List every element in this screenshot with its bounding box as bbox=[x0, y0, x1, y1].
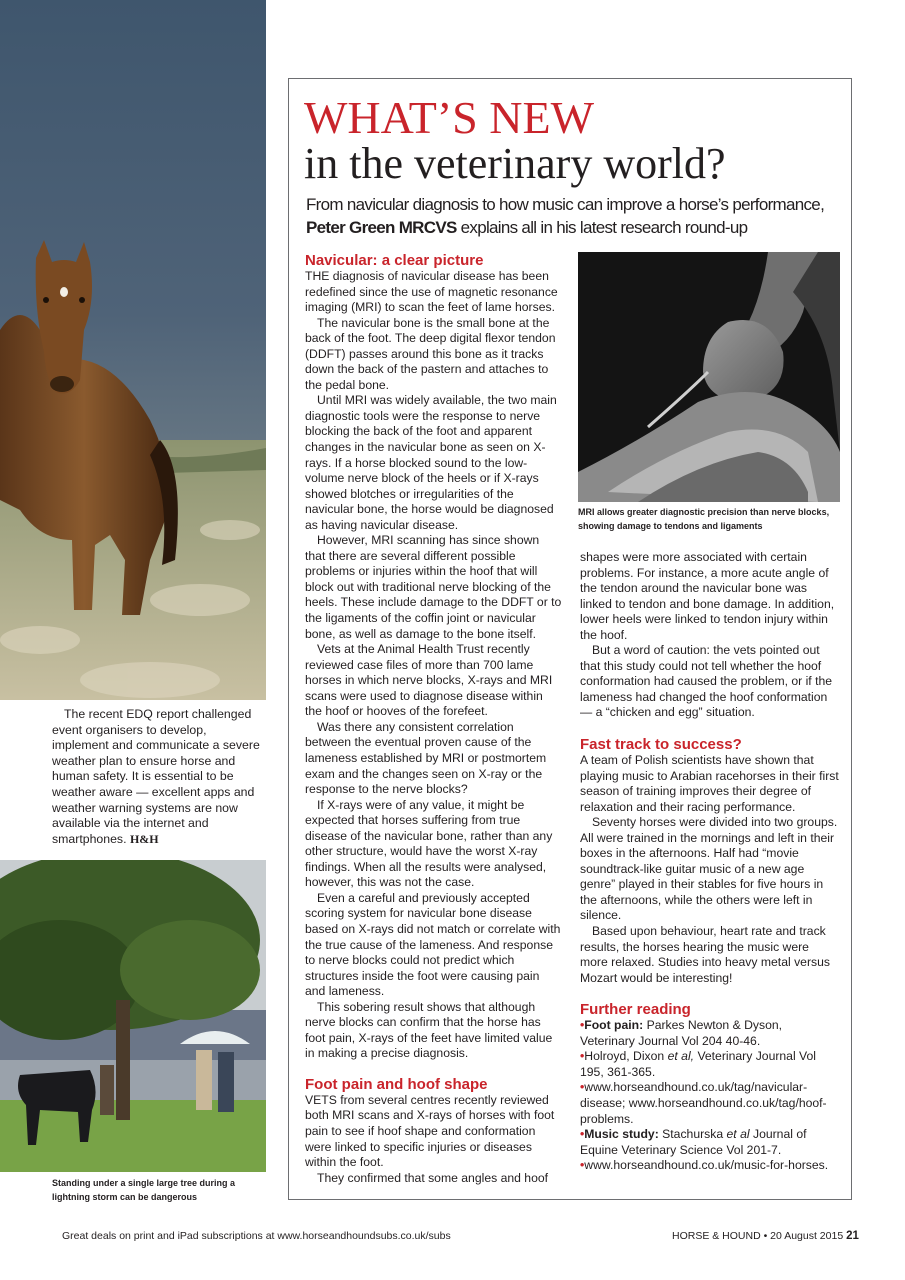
author-name: Peter Green MRCVS bbox=[306, 218, 457, 237]
horse-photo bbox=[0, 0, 266, 700]
headline-line1: WHAT’S NEW bbox=[304, 92, 594, 143]
paragraph: Until MRI was widely available, the two main diagnostic tools were the response to nerve blocking the back of the foot and apparent changes in the navicular bone as seen on X-rays. If a horse blocked sound to the low-volume nerve block of the heels or if X-rays showed blotches or irregularities of the navicular bone, the horse would be diagnosed as having navicular disease. bbox=[305, 393, 557, 532]
ref-text: Stachurska bbox=[662, 1127, 724, 1142]
paragraph: However, MRI scanning has since shown that there are several different possible problems or injuries within the hoof that will block out with traditional nerve blocking of the heels. These include damage to the DDFT or to the ligaments of the coffin joint or navicular bone, as well as damage to the bone itself. bbox=[305, 533, 562, 641]
paragraph: shapes were more associated with certain problems. For instance, a more acute angle of the tendon around the navicular bone was linked to tendon and bone damage. In addition, lower heels were linked to tendon injury within the hoof. bbox=[580, 550, 835, 642]
paragraph: THE diagnosis of navicular disease has been redefined since the use of magnetic resonance imaging (MRI) to scan the feet of lame horses. bbox=[305, 269, 558, 315]
headline-line2: in the veterinary world? bbox=[304, 139, 726, 188]
ref-text: Parkes Newton & Dyson, Veterinary Journal Vol 204 40-46. bbox=[580, 1018, 783, 1048]
column-2 bbox=[580, 550, 840, 1174]
page-number: 21 bbox=[846, 1230, 859, 1242]
report-text: The recent EDQ report challenged event organisers to develop, implement and communicate a severe weather plan to ensure horse and human safety. It is essential to be weather aware — excellent apps and weather warning systems are now available via the internet and smartphones. bbox=[52, 707, 260, 846]
ref-etal: et al, bbox=[667, 1049, 695, 1064]
paragraph: VETS from several centres recently reviewed both MRI scans and X-rays of horses with foot pain to see if hoof shape and conformation were linked to specific injuries or diseases within the foot. bbox=[305, 1092, 555, 1170]
heading-hoof-shape: Foot pain and hoof shape bbox=[305, 1075, 488, 1093]
mri-scan-image bbox=[578, 252, 840, 502]
mri-caption: MRI allows greater diagnostic precision than nerve blocks, showing damage to tendons and ligaments bbox=[578, 507, 830, 531]
paragraph: If X-rays were of any value, it might be expected that horses suffering from true disease of the navicular bone, rather than any other structure, would have the worst X-ray findings. When all the results were analysed, however, this was not the case. bbox=[305, 797, 553, 890]
paragraph: A team of Polish scientists have shown that playing music to Arabian racehorses in their first season of training improves their degree of relaxation and their racing performance. bbox=[580, 753, 839, 814]
ref-etal: et al bbox=[726, 1127, 750, 1142]
paragraph: Seventy horses were divided into two groups. All were trained in the mornings and left in their boxes in the afternoons. Half had “movie soundtrack-like guitar music of a new age genre” played in their stables for five hours in the afternoons, while the others were left in silence. bbox=[580, 815, 838, 923]
paragraph: Was there any consistent correlation between the eventual proven cause of the lameness established by MRI or postmortem exam and the changes seen on X-ray or the response to the nerve blocks? bbox=[305, 719, 547, 797]
ref-label: Foot pain: bbox=[584, 1018, 644, 1033]
reference-item: •www.horseandhound.co.uk/music-for-horses. bbox=[580, 1158, 829, 1173]
footer-subscriptions: Great deals on print and iPad subscriptions at www.horseandhoundsubs.co.uk/subs bbox=[62, 1230, 451, 1242]
reference-item: •Music study: Stachurska et al Journal of Equine Veterinary Science Vol 201-7. bbox=[580, 1127, 807, 1157]
reference-item: •Foot pain: Parkes Newton & Dyson, Veterinary Journal Vol 204 40-46. bbox=[580, 1018, 783, 1048]
paragraph: They confirmed that some angles and hoof bbox=[317, 1170, 549, 1185]
ref-text: Journal of Equine Veterinary Science Vol 201-7. bbox=[580, 1127, 807, 1157]
ref-link[interactable]: www.horseandhound.co.uk/tag/navicular-disease; www.horseandhound.co.uk/tag/hoof-problems. bbox=[580, 1080, 827, 1126]
side-report-text bbox=[52, 707, 264, 847]
reference-item: •Holroyd, Dixon et al, Veterinary Journal Vol 195, 361-365. bbox=[580, 1049, 816, 1079]
standfirst-part1: From navicular diagnosis to how music can improve a horse’s performance, bbox=[306, 195, 825, 214]
heading-navicular: Navicular: a clear picture bbox=[305, 252, 484, 269]
ref-link[interactable]: www.horseandhound.co.uk/music-for-horses. bbox=[584, 1158, 829, 1173]
column-1 bbox=[305, 252, 562, 1186]
ref-text: Holroyd, Dixon bbox=[584, 1049, 665, 1064]
standfirst bbox=[306, 193, 846, 239]
reference-item: •www.horseandhound.co.uk/tag/navicular-disease; www.horseandhound.co.uk/tag/hoof-problems. bbox=[580, 1080, 827, 1126]
heading-further-reading: Further reading bbox=[580, 1001, 691, 1019]
paragraph: The navicular bone is the small bone at the back of the foot. The deep digital flexor tendon (DDFT) passes around this bone as it tracks down the back of the pastern and attaches to the pedal bone. bbox=[305, 315, 556, 392]
report-signoff: H&H bbox=[129, 831, 159, 846]
paragraph: This sobering result shows that although nerve blocks can confirm that the horse has foot pain, X-rays of the feet have limited value in making a precise diagnosis. bbox=[305, 999, 553, 1061]
further-reading-list bbox=[580, 1018, 840, 1173]
standfirst-part2: explains all in his latest research round-up bbox=[460, 218, 748, 237]
footer-folio bbox=[672, 1230, 859, 1242]
tree-photo bbox=[0, 860, 266, 1172]
paragraph: But a word of caution: the vets pointed out that this study could not tell whether the hoof conformation had caused the problem, or if the lameness had changed the hoof conformation — a “chicken and egg” situation. bbox=[580, 643, 833, 720]
heading-fast-track: Fast track to success? bbox=[580, 736, 742, 754]
paragraph: Based upon behaviour, heart rate and track results, the horses hearing the music were more relaxed. Studies into heavy metal versus Mozart would be interesting! bbox=[580, 924, 830, 985]
tree-photo-caption: Standing under a single large tree during a lightning storm can be dangerous bbox=[52, 1178, 236, 1202]
paragraph: Even a careful and previously accepted scoring system for navicular bone disease based on X-rays did not match or correlate with the true cause of the lameness. And response to nerve blocks could not predict which structures inside the foot were causing pain and lameness. bbox=[305, 890, 561, 999]
footer-publication-date: HORSE & HOUND • 20 August 2015 bbox=[672, 1230, 844, 1242]
ref-label: Music study: bbox=[584, 1127, 659, 1142]
paragraph: Vets at the Animal Health Trust recently reviewed case files of more than 700 lame horses in which nerve blocks, X-rays and MRI scans were used to diagnose disease within the hoof or hooves of the forefeet. bbox=[305, 642, 553, 719]
ref-text: Veterinary Journal Vol 195, 361-365. bbox=[580, 1049, 816, 1079]
